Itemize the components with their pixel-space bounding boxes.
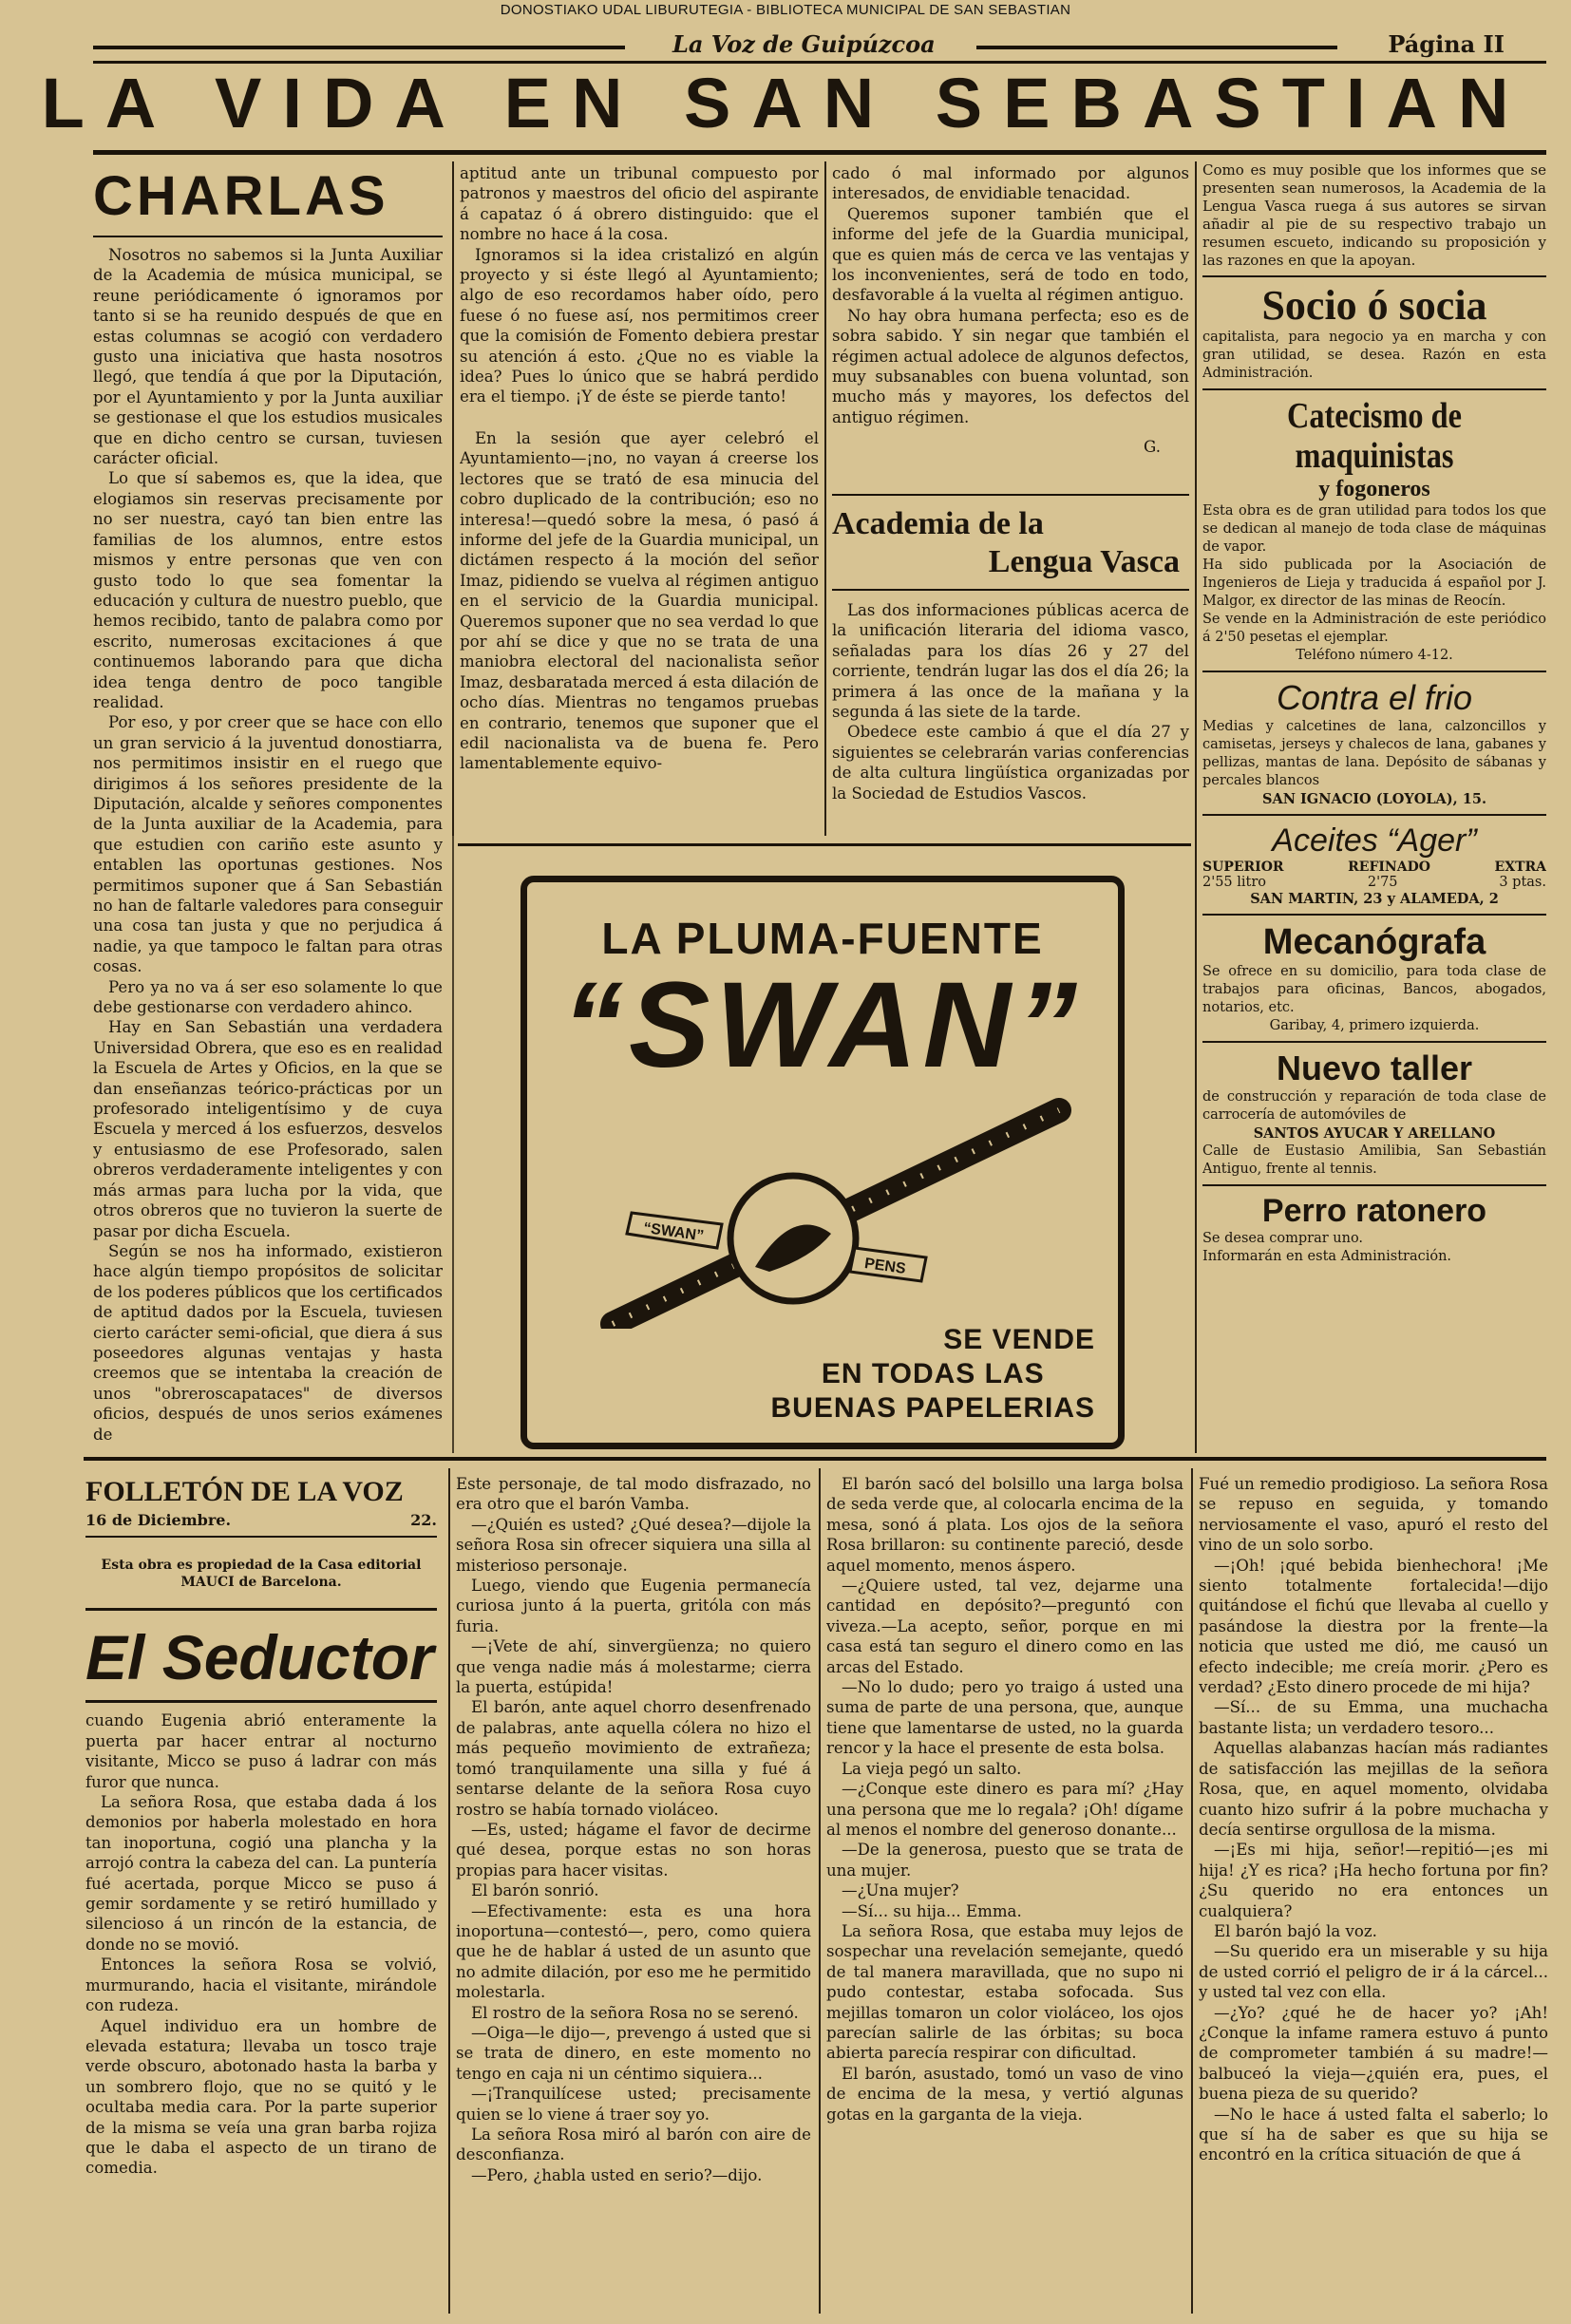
paragraph: —¿Una mujer? <box>842 1881 959 1900</box>
novel-title: El Seductor <box>85 1622 434 1693</box>
badge-right-label: PENS <box>863 1256 907 1277</box>
divider <box>832 494 1189 496</box>
title-rule <box>832 589 1189 591</box>
taller-text: de construcción y reparación de toda clase de carrocería de automóviles de <box>1202 1089 1546 1123</box>
folleton-rule <box>84 1457 1546 1461</box>
swan-ad-bottom <box>771 1323 1096 1426</box>
column-rule <box>819 1468 821 2314</box>
publication-name: La Voz de Guipúzcoa <box>672 30 936 58</box>
paragraph: —¡Tranquilícese usted; precisamente quien se lo viene á traer soy yo. <box>456 2085 811 2124</box>
academia-title-2: Lengua Vasca <box>988 544 1180 579</box>
folleton-column-1 <box>85 1474 437 2310</box>
paragraph: La señora Rosa, que estaba dada á los demonios por haberla molestado en hora tan inoportuna, cogió una plancha y la arrojó contra la cabeza del can. La puntería fué acertada, porque Micco se puso á gemir sordamente y se retiró humillado y silencioso á un rincón de la estancia, de donde no se movió. <box>85 1793 437 1954</box>
mecanografa-title: Mecanógrafa <box>1262 922 1486 962</box>
aceites-col: EXTRA <box>1494 860 1546 875</box>
divider <box>1202 914 1546 916</box>
paragraph: El barón, ante aquel chorro desenfrenado de palabras, ante aquella cólera no hizo el más pequeño movimiento de extrañeza; tomó tranquilamente una silla y fué á sentarse delante de la señora Rosa cuyo rostro se había tornado violáceo. <box>456 1698 811 1819</box>
paragraph: En la sesión que ayer celebró el Ayuntamiento—¡no, no vayan á creerse los lectores que se trató de esa minucia del cobro duplicado de la contribución; eso no interesa!—quedó sobre la mesa, ó pasó á informe del jefe de la Guardia municipal, un dictámen respecto á la moción del señor Imaz, pidiendo se vuelva al régimen antiguo en el servicio de la Guardia municipal. Queremos suponer que no sea verdad lo que por ahí se dice y que no se trata de una maniobra electoral del nacionalista señor Imaz, desbaratada merced á esta dilación de ocho días. Mientras no tengamos pruebas en contrario, tenemos que suponer que el edil nacionalista va de buena fe. Pero lamentablemente equivo- <box>460 428 819 773</box>
paragraph: El barón sonrió. <box>471 1881 599 1900</box>
socio-text: capitalista, para negocio ya en marcha y con gran utilidad, se desea. Razón en esta Administración. <box>1202 330 1546 381</box>
column-rule <box>448 1468 450 2314</box>
folleton-date: 16 de Diciembre. <box>85 1511 232 1529</box>
spacer <box>460 407 819 428</box>
perro-text-2: Informarán en esta Administración. <box>1202 1249 1452 1264</box>
swan-pen-advertisement <box>521 876 1125 1449</box>
badge-left-label: “SWAN” <box>642 1219 705 1245</box>
paragraph: —¿Yo? ¿qué he de hacer yo? ¡Ah! ¿Conque la infame ramera estuvo á punto de comprometer también á su madre!—balbuceó la vieja—¿quién era, pues, el buena pieza de su querido? <box>1199 2003 1548 2104</box>
paragraph: Por eso, y por creer que se hace con ello un gran servicio á la juventud donostiarra, nos permitimos insistir en el ruego que dirigimos á los señores presidente de la Diputación, alcalde y señores componentes de la Junta auxiliar de la Academia, para que estudien con cariño este asunto y entablen las oportunas gestiones. Nos permitimos suponer que á San Sebastián no han de faltarle valedores para conseguir una cosa tan justa y que no perjudica á nadie, ya que tampoco le faltan para otras cosas. <box>93 713 443 976</box>
paragraph: —Sí... de su Emma, una muchacha bastante lista; un verdadero tesoro... <box>1199 1698 1548 1737</box>
aceites-col: SUPERIOR <box>1202 860 1284 875</box>
paragraph: —¿Conque este dinero es para mí? ¿Hay una persona que me lo regala? ¡Oh! dígame al menos el nombre del generoso donante... <box>826 1780 1183 1839</box>
divider <box>1202 1041 1546 1043</box>
paragraph: El barón sacó del bolsillo una larga bolsa de seda verde que, al colocarla encima de la mesa, sonó á plata. Los ojos de la señora Rosa brillaron: su continente pareció, desde aquel momento, menos áspero. <box>826 1475 1183 1575</box>
taller-names: SANTOS AYUCAR Y ARELLANO <box>1253 1125 1496 1142</box>
pen-illustration <box>527 1091 1118 1329</box>
academia-note: Como es muy posible que los informes que se presenten sean numerosos, la Academia de la Lengua Vasca ruega á sus autores se sirvan añadir al pie de su respectivo trabajo un resumen escueto, indicando su proposición y las razones en que la apoyan. <box>1202 161 1546 269</box>
mecanografa-text: Se ofrece en su domicilio, para toda clase de trabajos para oficinas, Bancos, abogados, notarios, etc. <box>1202 964 1546 1015</box>
paragraph: Hay en San Sebastián una verdadera Universidad Obrera, que eso es en realidad la Escuela de Artes y Oficios, en la que se dan enseñanzas teórico-prácticas por un profesorado inteligentísimo y de cuya Escuela y merced á los esfuerzos, desvelos y entusiasmo de ese Profesorado, salen obreros verdaderamente inteligentes y con más armas para lucha por la vida, que otros obreros que no tuvieron la suerte de pasar por dicha Escuela. <box>93 1018 443 1240</box>
paragraph: Queremos suponer también que el informe del jefe de la Guardia municipal, que es quien más de cerca ve las ventajas y los inconvenientes, será de todo en todo, desfavorable á la vuelta al régimen antiguo. <box>832 204 1189 305</box>
paragraph: Obedece este cambio á que el día 27 y siguientes se celebrarán varias conferencias de alta cultura lingüística organizadas por la Sociedad de Estudios Vascos. <box>832 723 1189 803</box>
paragraph: Aquellas alabanzas hacían más radiantes de satisfacción las mejillas de la señora Rosa, que, en aquel momento, olvidaba cuanto hizo sufrir á la pobre muchacha y decía sentirse orgullosa de la misma. <box>1199 1739 1548 1839</box>
charlas-column-2 <box>460 163 819 834</box>
paragraph: El barón bajó la voz. <box>1214 1921 1377 1940</box>
paragraph: cuando Eugenia abrió enteramente la puerta par hacer entrar al nocturno visitante, Micco se puso á ladrar con más furor que nunca. <box>85 1711 437 1791</box>
paragraph: —¡Es mi hija, señor!—repitió—¡es mi hija! ¿Y es rica? ¡Ha hecho fortuna por fin? ¿Su querido no era entonces un cualquiera? <box>1199 1841 1548 1920</box>
swan-brand: “SWAN” <box>562 957 1083 1093</box>
perro-title: Perro ratonero <box>1261 1193 1487 1229</box>
ads-column <box>1202 161 1546 1453</box>
paragraph: —Efectivamente: esta es una hora inoportuna—contestó—, pero, como quiera que he de hablar á usted de un asunto que no admite dilación, por eso me he permitido molestarla. <box>456 1901 811 2002</box>
swan-ad-top: LA PLUMA-FUENTE <box>601 914 1044 963</box>
paragraph: Las dos informaciones públicas acerca de la unificación literaria del idioma vasco, señaladas para los días 26 y 27 del corriente, tendrán lugar las dos el día 26; la primera á las once de la mañana y la segunda á las siete de la tarde. <box>832 601 1189 722</box>
paragraph: aptitud ante un tribunal compuesto por patronos y maestros del oficio del aspirante á capataz ó á obrero distinguido: que el nombre no hace á la cosa. <box>460 164 819 244</box>
frio-text: Medias y calcetines de lana, calzoncillos y camisetas, jerseys y chalecos de lana, gabanes y pellizas, mantas de lana. Depósito de sábanas y percales blancos <box>1202 719 1546 788</box>
column-rule <box>824 161 826 836</box>
catecismo-text-3: Se vende en la Administración de este periódico á 2'50 pesetas el ejemplar. <box>1202 612 1546 645</box>
frio-address: SAN IGNACIO (LOYOLA), 15. <box>1262 791 1486 807</box>
charlas-signature: G. <box>1144 438 1161 457</box>
charlas-column-1 <box>93 163 443 1445</box>
paragraph: —No le hace á usted falta el saberlo; lo que sí ha de saber es que su hija se encontró en la crítica situación de que á <box>1199 2105 1548 2164</box>
mecanografa-address: Garibay, 4, primero izquierda. <box>1269 1018 1480 1033</box>
socio-title: Socio ó socia <box>1261 282 1487 329</box>
aceites-price: 3 ptas. <box>1499 875 1546 890</box>
catecismo-text-2: Ha sido publicada por la Asociación de Ingenieros de Lieja y traducida á español por J. Malgor, ex director de las minas de Reocín. <box>1202 557 1546 609</box>
aceites-price: 2'55 litro <box>1202 875 1267 890</box>
divider <box>85 1700 437 1703</box>
academia-article <box>832 505 1189 847</box>
charlas-title: CHARLAS <box>93 165 389 227</box>
aceites-title: Aceites “Ager” <box>1272 822 1477 859</box>
paragraph: Según se nos ha informado, existieron hace algún tiempo propósitos de solicitar de los poderes públicos que los certificados de aptitud dados por la Escuela, tuviesen cierto carácter semi-oficial, que diera á sus poseedores algunas ventajas y hasta creemos que se intentaba la creación de unos "obreroscapataces" de diversos oficios, después de unos serios exámenes de <box>93 1241 443 1444</box>
paragraph: Lo que sí sabemos es, que la idea, que elogiamos sin reservas precisamente por no ser nuestra, cayó tan bien entre las familias de los alumnos, entre estos mismos y entre personas que ven con gusto todo lo que sea fomentar la educación y cultura de nuestro pueblo, que hemos recibido, tanto de palabra como por escrito, numerosas excitaciones á que continuemos laborando para que dicha idea tenga dentro de poco tangible realidad. <box>93 469 443 711</box>
frio-title: Contra el frio <box>1276 678 1473 717</box>
paragraph: Pero ya no va á ser eso solamente lo que debe gestionarse con verdadero ahinco. <box>93 977 443 1017</box>
catecismo-subtitle: y fogoneros <box>1318 477 1430 501</box>
page-number: Página II <box>1388 30 1505 58</box>
paragraph: Este personaje, de tal modo disfrazado, no era otro que el barón Vamba. <box>456 1475 811 1514</box>
charlas-column-3 <box>832 163 1189 486</box>
ad-line: EN TODAS LAS <box>821 1358 1045 1389</box>
paragraph: Aquel individuo era un hombre de elevada estatura; llevaba un tosco traje verde obscuro, abotonado hasta la barba y un sombrero flojo, que no se quitó y le ocultaba media cara. Por la parte superior de la misma se veía una gran barba rojiza que le daba el aspecto de un tirano de comedia. <box>85 2016 437 2178</box>
paragraph: La señora Rosa miró al barón con aire de desconfianza. <box>456 2126 811 2164</box>
column-rule <box>1195 161 1197 1453</box>
paragraph: —No lo dudo; pero yo traigo á usted una suma de parte de una persona, que, aunque tiene que lamentarse de usted, no la guarda rencor y la hace el presente de esta bolsa. <box>826 1678 1183 1758</box>
catecismo-title: Catecismo de maquinistas <box>1287 396 1462 476</box>
paragraph: —¿Quién es usted? ¿Qué desea?—dijole la señora Rosa sin ofrecer siquiera una silla al misterioso personaje. <box>456 1515 811 1575</box>
aceites-col: REFINADO <box>1348 860 1430 875</box>
publication-row <box>93 32 1546 61</box>
aceites-headers <box>1202 860 1546 875</box>
title-rule <box>93 236 443 237</box>
paragraph: La señora Rosa, que estaba muy lejos de sospechar una revelación semejante, quedó de tal manera maravillada, que no supo ni pudo contestar, estaba sofocada. Sus mejillas tomaron un color violáceo, los ojos parecían salirle de las órbitas; su boca abierta parecía respirar con dificultad. <box>826 1921 1183 2063</box>
column-rule <box>1191 1468 1193 2314</box>
aceites-price: 2'75 <box>1367 875 1398 890</box>
ad-line: SE VENDE <box>943 1324 1095 1355</box>
paragraph: El barón, asustado, tomó un vaso de vino de encima de la mesa, y vertió algunas gotas en la garganta de la vieja. <box>826 2064 1183 2124</box>
paragraph: Nosotros no sabemos si la Junta Auxiliar de la Academia de música municipal, se reune periódicamente ó ignoramos por tanto si se ha reunido después de que en estas columnas se acogió con verdadero gusto una iniciativa que hasta nosotros llegó, que tendía á que por la Diputación, por el Ayuntamiento y por la Junta auxiliar se gestionase el que los estudios musicales que en dicho centro se cursan, tuviesen carácter oficial. <box>93 246 443 468</box>
paragraph: —Es, usted; hágame el favor de decirme qué desea, porque estas no son horas propias para hacer visitas. <box>456 1820 811 1880</box>
folleton-number: 22. <box>410 1511 437 1529</box>
paragraph: —De la generosa, puesto que se trata de una mujer. <box>826 1841 1183 1880</box>
paragraph: Luego, viendo que Eugenia permanecía curiosa junto á la puerta, gritóla con más furia. <box>456 1577 811 1635</box>
divider <box>1202 1184 1546 1186</box>
paragraph: El rostro de la señora Rosa no se serenó. <box>471 2003 799 2022</box>
folleton-title: FOLLETÓN DE LA VOZ <box>85 1476 404 1507</box>
aceites-address: SAN MARTIN, 23 y ALAMEDA, 2 <box>1250 891 1499 907</box>
folleton-column-2 <box>456 1474 811 2310</box>
taller-address: Calle de Eustasio Amilibia, San Sebastián Antiguo, frente al tennis. <box>1202 1143 1546 1177</box>
divider <box>1202 275 1546 277</box>
divider <box>85 1608 437 1611</box>
masthead-rule-bottom <box>93 150 1546 155</box>
paragraph: Ignoramos si la idea cristalizó en algún proyecto y si éste llegó al Ayuntamiento; algo de eso recordamos haber oído, pero fuese ó no fuese así, nos permitimos creer que la comisión de Fomento debiera prestar su atención á esto. ¿Que no es viable la idea? Pues lo único que se habrá perdido era el tiempo. ¡Y de éste se pierde tanto! <box>460 245 819 406</box>
paragraph: No hay obra humana perfecta; eso es de sobra sabido. Y sin negar que también el régimen actual adolece de algunos defectos, muy subsanables con buena voluntad, son mucho más y mayores, los defectos del antiguo régimen. <box>832 306 1189 426</box>
divider <box>458 843 1191 846</box>
paragraph: Fué un remedio prodigioso. La señora Rosa se repuso en seguida, y tomando nerviosamente el vaso, apuró el resto del vino de un solo sorbo. <box>1199 1475 1548 1555</box>
paragraph: cado ó mal informado por algunos interesados, de envidiable tenacidad. <box>832 164 1189 203</box>
paragraph: —¡Vete de ahí, sinvergüenza; no quiero que venga nadie más á molestarme; cierra la puerta, estúpida! <box>456 1637 811 1697</box>
paragraph: —Su querido era un miserable y su hija de usted corrió el peligro de ir á la cárcel... y usted tal vez con ella. <box>1199 1942 1548 2002</box>
catecismo-text-1: Esta obra es de gran utilidad para todos los que se dedican al manejo de toda clase de máquinas de vapor. <box>1202 503 1546 555</box>
folleton-column-4 <box>1199 1474 1548 2310</box>
perro-text-1: Se desea comprar uno. <box>1202 1231 1364 1246</box>
paragraph: —¡Oh! ¡qué bebida bienhechora! ¡Me siento totalmente fortalecida!—dijo quitándose el fichú que llevaba al cuello y pasándose la diestra por la frente—la noticia que usted me dió, me causó un efecto indecible; me creía morir. ¿Pero es verdad? ¿Esto dinero procede de mi hija? <box>1199 1556 1548 1697</box>
academia-title-1: Academia de la <box>832 506 1044 541</box>
paragraph: —Oiga—le dijo—, prevengo á usted que si se trata de dinero, en este momento no tengo en caja ni un céntimo siquiera... <box>456 2023 811 2083</box>
divider <box>85 1536 437 1538</box>
divider <box>1202 671 1546 672</box>
library-banner: DONOSTIAKO UDAL LIBURUTEGIA - BIBLIOTECA MUNICIPAL DE SAN SEBASTIAN <box>500 2 1071 18</box>
aceites-prices <box>1202 875 1546 890</box>
folleton-meta <box>85 1510 437 1530</box>
paragraph: —¿Quiere usted, tal vez, dejarme una cantidad en depósito?—preguntó con viveza.—La acepto, señor, porque en mi casa está tan seguro el dinero como en las arcas del Estado. <box>826 1577 1183 1676</box>
ad-line: BUENAS PAPELERIAS <box>770 1392 1095 1424</box>
paragraph: —Sí... su hija... Emma. <box>842 1901 1022 1920</box>
catecismo-phone: Teléfono número 4-12. <box>1296 648 1453 663</box>
section-masthead: LA VIDA EN SAN SEBASTIAN <box>41 64 1530 142</box>
divider <box>1202 814 1546 816</box>
paragraph: —Pero, ¿habla usted en serio?—dijo. <box>471 2165 763 2184</box>
column-rule <box>452 161 454 1453</box>
folleton-header <box>85 1474 437 1510</box>
taller-title: Nuevo taller <box>1276 1049 1473 1087</box>
folleton-column-3 <box>826 1474 1183 2310</box>
paragraph: Entonces la señora Rosa se volvió, murmurando, hacia el visitante, mirándole con rudeza. <box>85 1956 437 2015</box>
folleton-rights: Esta obra es propiedad de la Casa editorial MAUCI de Barcelona. <box>101 1558 422 1591</box>
paragraph: La vieja pegó un salto. <box>842 1759 1022 1778</box>
divider <box>1202 388 1546 390</box>
